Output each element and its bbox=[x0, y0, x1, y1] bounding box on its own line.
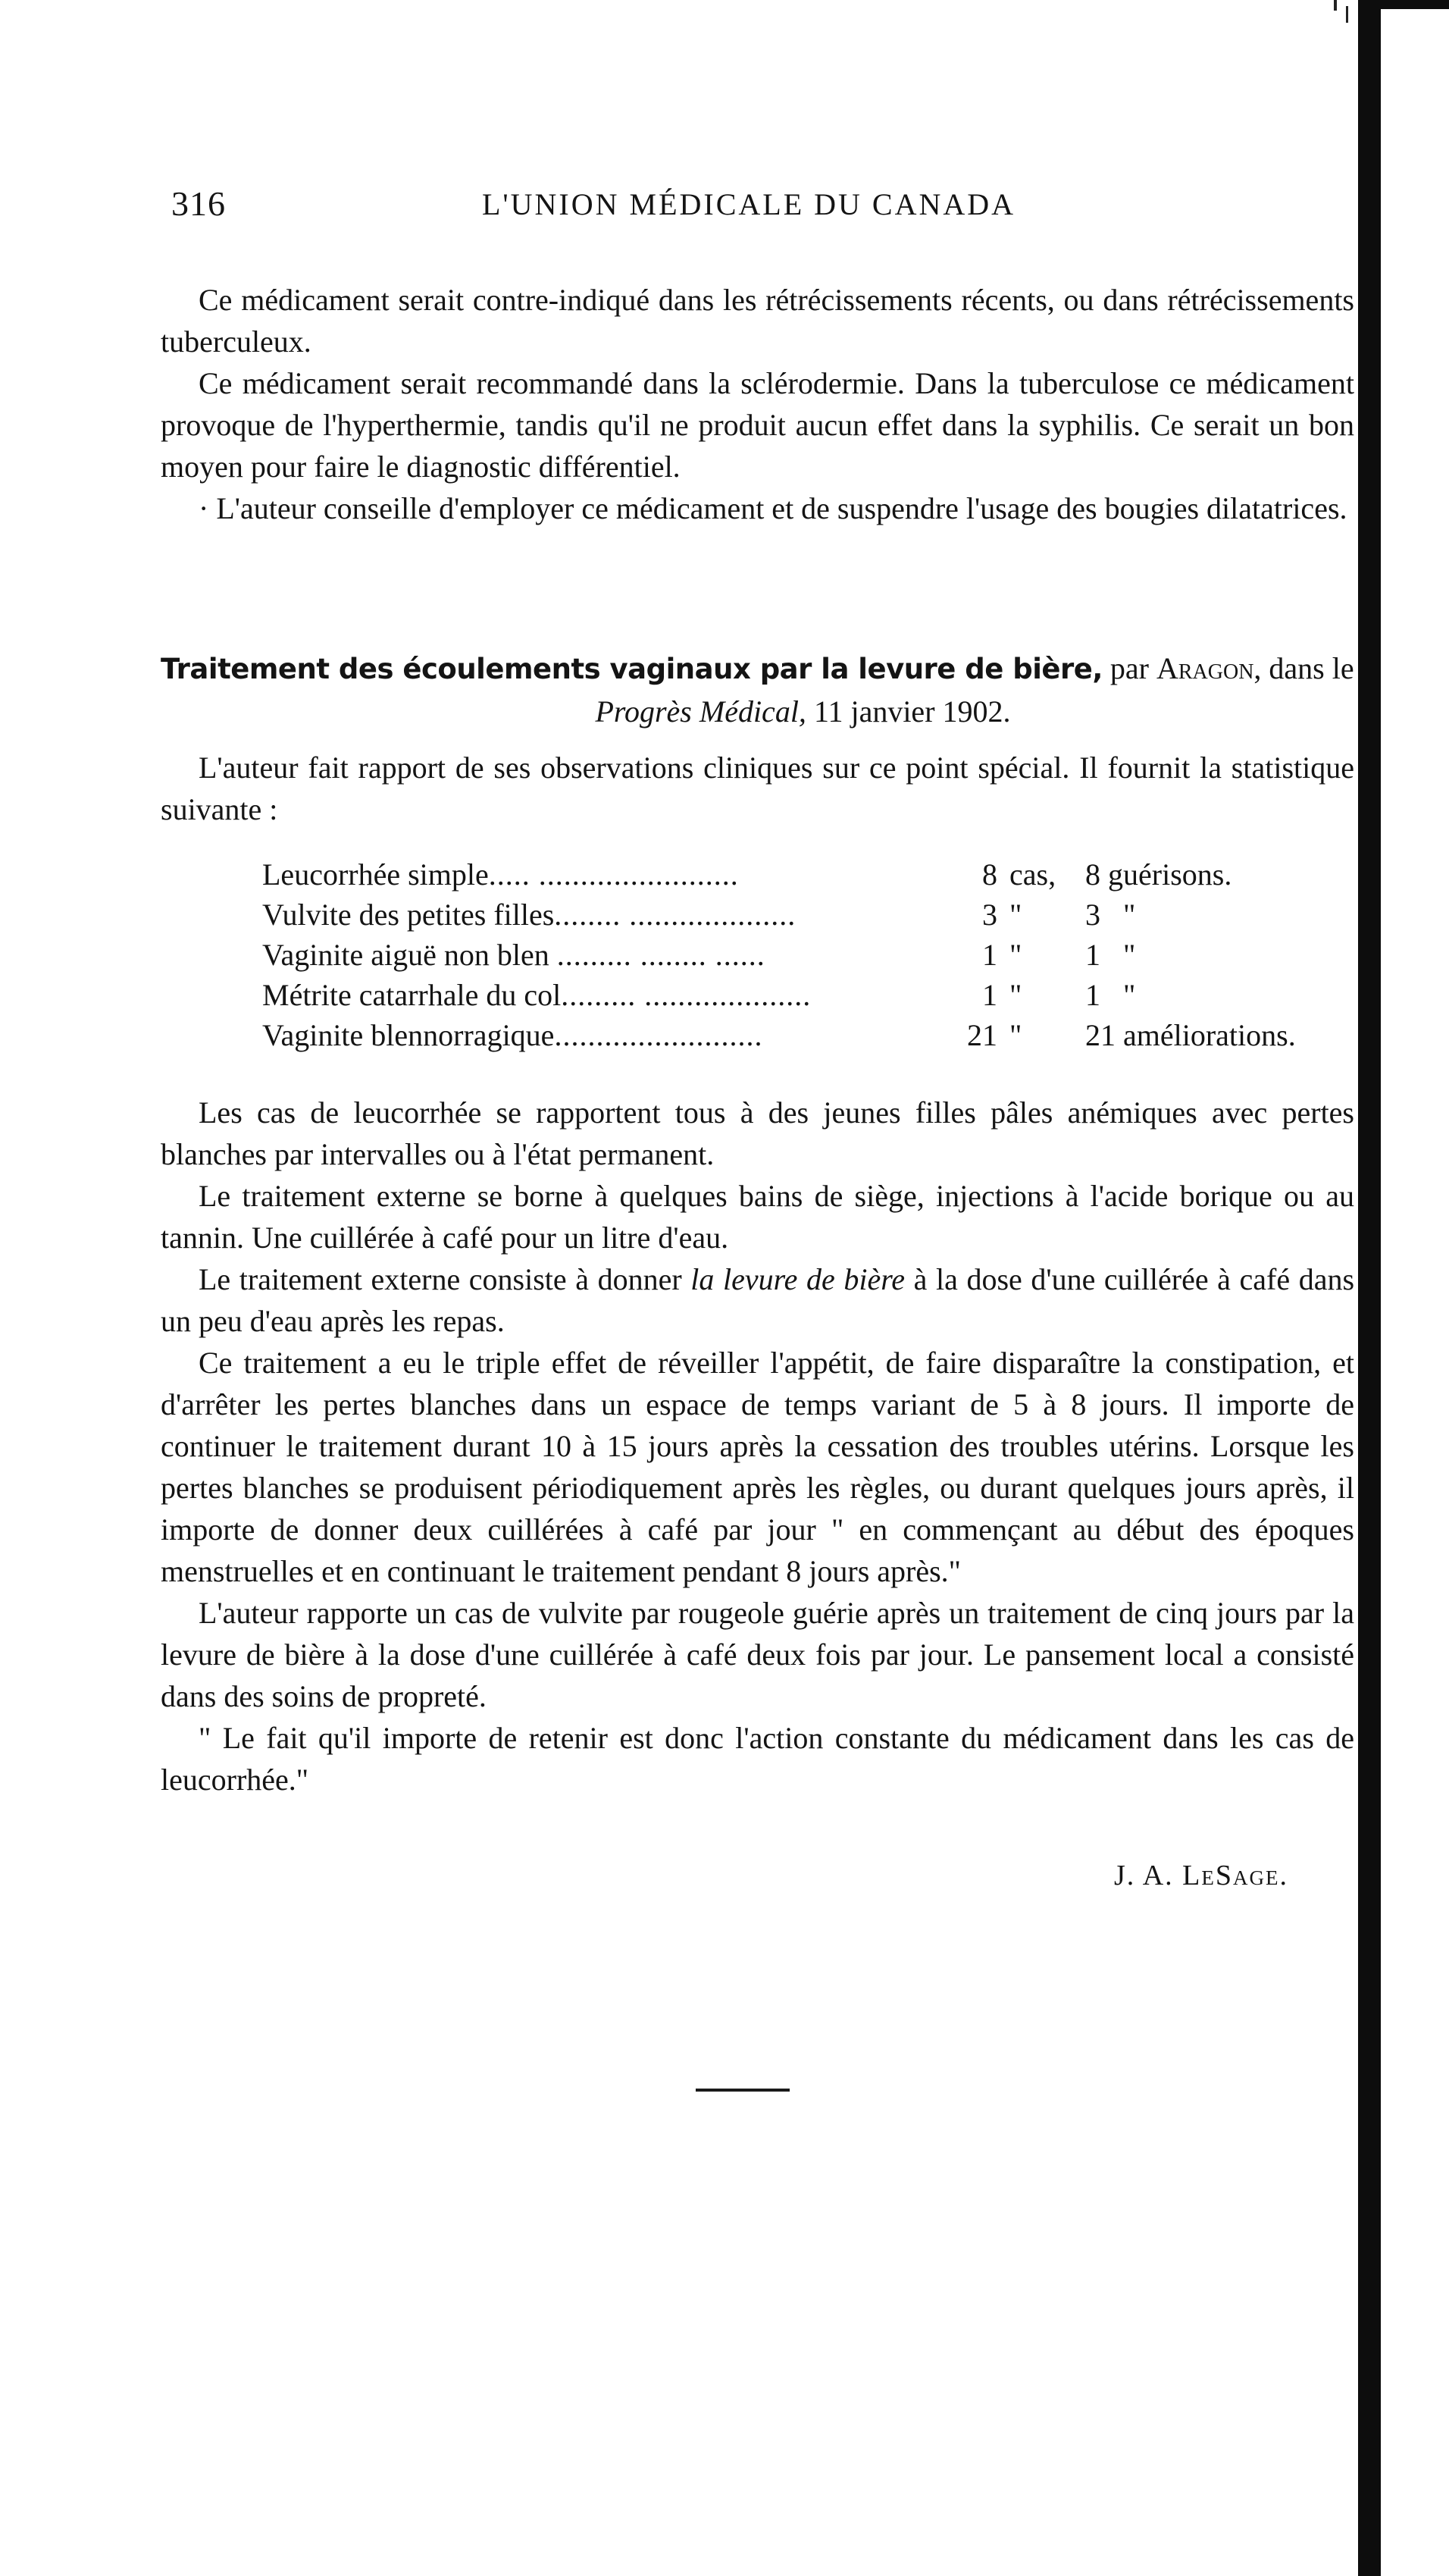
table-cell-cases: 8 bbox=[982, 857, 997, 892]
paragraph: " Le fait qu'il importe de retenir est donc l'action constante du médicament dans les cas de leucorrhée." bbox=[161, 1721, 1354, 1797]
table-cell-cases: 1 bbox=[982, 978, 997, 1012]
running-head bbox=[171, 183, 1119, 237]
paragraph: · L'auteur conseille d'employer ce médicament et de suspendre l'usage des bougies dilatatrices. bbox=[199, 491, 1347, 525]
article-source-line bbox=[161, 691, 1354, 733]
paragraph: Le traitement externe consiste à donner la levure de bière à la dose d'une cuillérée à café dans un peu d'eau après les repas. bbox=[161, 1262, 1355, 1338]
statistics-table bbox=[262, 857, 1346, 1058]
body-section bbox=[161, 1092, 1354, 1800]
table-cell-label: Vaginite aiguë non blen ......... ........ ...... bbox=[262, 938, 765, 972]
table-cell-unit: " bbox=[1009, 898, 1022, 932]
byline-suffix: dans le bbox=[1269, 651, 1354, 685]
paragraph: Ce médicament serait contre-indiqué dans les rétrécissements récents, ou dans rétrécissements tuberculeux. bbox=[161, 283, 1354, 359]
table-cell-cases: 3 bbox=[982, 898, 997, 932]
intro-section bbox=[161, 279, 1354, 529]
source-date: 11 janvier 1902. bbox=[813, 694, 1011, 729]
table-cell-unit: " bbox=[1009, 938, 1022, 972]
author-signature: J. A. LeSage. bbox=[1114, 1860, 1288, 1891]
paragraph: Ce médicament serait recommandé dans la sclérodermie. Dans la tuberculose ce médicament provoque de l'hyperthermie, tandis qu'il ne produit aucun effet dans la syphilis. Ce serait un bon moyen pour faire le diagnostic différentiel. bbox=[161, 366, 1354, 484]
article-heading bbox=[161, 647, 1354, 733]
stats-intro-section bbox=[161, 747, 1354, 830]
paragraph: L'auteur fait rapport de ses observations cliniques sur ce point spécial. Il fournit la statistique suivante : bbox=[161, 751, 1354, 826]
page-number: 316 bbox=[171, 184, 226, 223]
table-cell-label: Leucorrhée simple..... ........................ bbox=[262, 857, 739, 892]
table-cell-unit: " bbox=[1009, 978, 1022, 1012]
paragraph: L'auteur rapporte un cas de vulvite par rougeole guérie après un traitement de cinq jours par la levure de bière à la dose d'une cuillérée à café deux fois par jour. Le pansement local a consisté dans des soins de propreté. bbox=[161, 1596, 1354, 1713]
byline-prefix: par bbox=[1109, 651, 1149, 685]
end-rule bbox=[696, 2089, 790, 2092]
emphasis: la levure de bière bbox=[690, 1262, 906, 1296]
paragraph: Ce traitement a eu le triple effet de réveiller l'appétit, de faire disparaître la constipation, et d'arrêter les pertes blanches dans un espace de temps variant de 5 à 8 jours. Il importe de continuer le traitement durant 10 à 15 jours après la cessation des troubles utérins. Lorsque les pertes blanches se produisent périodiquement après les règles, ou durant quelques jours après, il importe de donner deux cuillérées à café par jour " en commençant au début des époques menstruelles et en continuant le traitement pendant 8 jours après." bbox=[161, 1346, 1354, 1588]
paragraph: Le traitement externe se borne à quelques bains de siège, injections à l'acide borique ou au tannin. Une cuillérée à café pour un litre d'eau. bbox=[161, 1179, 1354, 1255]
table-row bbox=[262, 857, 1346, 897]
binding-edge-shadow bbox=[1358, 0, 1381, 2576]
table-cell-label: Vulvite des petites filles........ .................... bbox=[262, 898, 796, 932]
table-cell-outcome: 1 " bbox=[1085, 978, 1136, 1012]
table-cell-label: Métrite catarrhale du col......... .................... bbox=[262, 978, 812, 1012]
article-title: Traitement des écoulements vaginaux par la levure de bière, bbox=[161, 653, 1103, 685]
scan-speck bbox=[1334, 0, 1337, 11]
article-title-line bbox=[161, 647, 1354, 691]
table-cell-unit: " bbox=[1009, 1018, 1022, 1052]
table-cell-outcome: 21 améliorations. bbox=[1085, 1018, 1296, 1052]
scan-speck bbox=[1346, 6, 1348, 23]
source-journal: Progrès Médical, bbox=[595, 694, 806, 729]
journal-title: L'UNION MÉDICALE DU CANADA bbox=[482, 187, 1016, 221]
table-cell-outcome: 3 " bbox=[1085, 898, 1136, 932]
table-row bbox=[262, 897, 1346, 937]
table-row bbox=[262, 937, 1346, 977]
table-cell-cases: 1 bbox=[982, 938, 997, 972]
table-cell-unit: cas, bbox=[1009, 857, 1056, 892]
table-row bbox=[262, 977, 1346, 1017]
table-cell-label: Vaginite blennorragique......................... bbox=[262, 1018, 763, 1052]
table-row bbox=[262, 1017, 1346, 1058]
paragraph: Les cas de leucorrhée se rapportent tous à des jeunes filles pâles anémiques avec pertes blanches par intervalles ou à l'état permanent. bbox=[161, 1095, 1354, 1171]
table-cell-outcome: 1 " bbox=[1085, 938, 1136, 972]
article-author: Aragon, bbox=[1156, 651, 1262, 685]
table-cell-cases: 21 bbox=[967, 1018, 997, 1052]
table-cell-outcome: 8 guérisons. bbox=[1085, 857, 1232, 892]
